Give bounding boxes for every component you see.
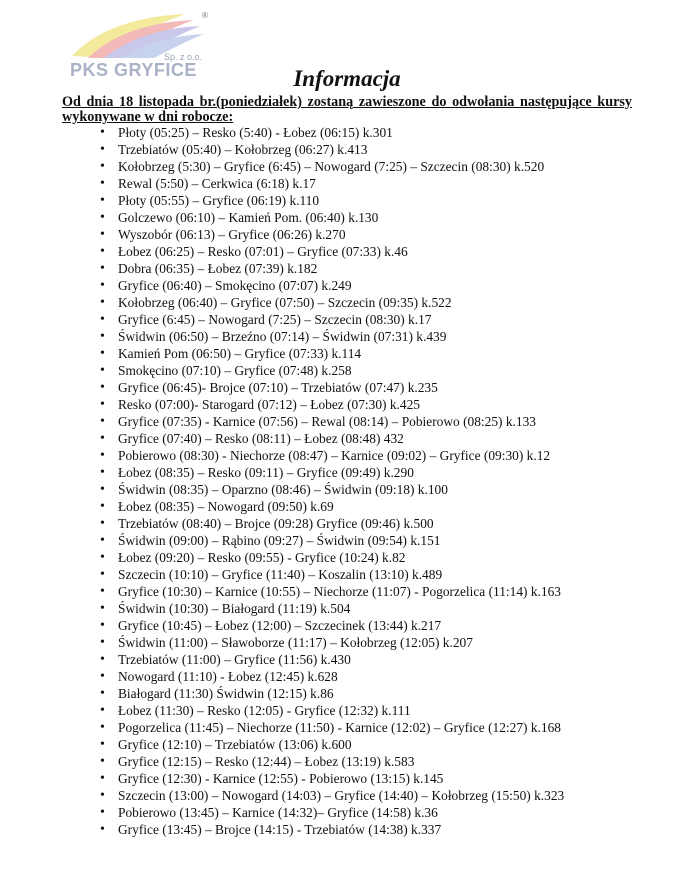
route-item: • Gryfice (12:30) - Karnice (12:55) - Pobierowo (13:15) k.145 [82, 770, 564, 787]
route-item: • Szczecin (10:10) – Gryfice (11:40) – Koszalin (13:10) k.489 [82, 566, 564, 583]
route-item: • Pobierowo (08:30) - Niechorze (08:47) – Karnice (09:02) – Gryfice (09:30) k.12 [82, 447, 564, 464]
route-item: • Gryfice (06:45)- Brojce (07:10) – Trzebiatów (07:47) k.235 [82, 379, 564, 396]
route-item: • Rewal (5:50) – Cerkwica (6:18) k.17 [82, 175, 564, 192]
route-item: • Białogard (11:30) Świdwin (12:15) k.86 [82, 685, 564, 702]
route-item: • Świdwin (08:35) – Oparzno (08:46) – Świdwin (09:18) k.100 [82, 481, 564, 498]
route-item: • Łobez (08:35) – Nowogard (09:50) k.69 [82, 498, 564, 515]
route-item: • Resko (07:00)- Starogard (07:12) – Łobez (07:30) k.425 [82, 396, 564, 413]
route-item: • Gryfice (06:40) – Smokęcino (07:07) k.249 [82, 277, 564, 294]
route-item: • Smokęcino (07:10) – Gryfice (07:48) k.258 [82, 362, 564, 379]
route-item: • Gryfice (12:10) – Trzebiatów (13:06) k.600 [82, 736, 564, 753]
route-list [82, 124, 564, 838]
registered-mark: ® [202, 11, 208, 20]
route-item: • Płoty (05:25) – Resko (5:40) - Łobez (06:15) k.301 [82, 124, 564, 141]
route-item: • Pobierowo (13:45) – Karnice (14:32)– Gryfice (14:58) k.36 [82, 804, 564, 821]
route-item: • Dobra (06:35) – Łobez (07:39) k.182 [82, 260, 564, 277]
route-item: • Golczewo (06:10) – Kamień Pom. (06:40) k.130 [82, 209, 564, 226]
route-item: • Łobez (11:30) – Resko (12:05) - Gryfice (12:32) k.111 [82, 702, 564, 719]
route-item: • Gryfice (13:45) – Brojce (14:15) - Trzebiatów (14:38) k.337 [82, 821, 564, 838]
route-item: • Łobez (09:20) – Resko (09:55) - Gryfice (10:24) k.82 [82, 549, 564, 566]
route-item: • Płoty (05:55) – Gryfice (06:19) k.110 [82, 192, 564, 209]
route-item: • Gryfice (07:40) – Resko (08:11) – Łobez (08:48) 432 [82, 430, 564, 447]
route-item: • Gryfice (6:45) – Nowogard (7:25) – Szczecin (08:30) k.17 [82, 311, 564, 328]
route-item: • Trzebiatów (11:00) – Gryfice (11:56) k.430 [82, 651, 564, 668]
route-item: • Wyszobór (06:13) – Gryfice (06:26) k.270 [82, 226, 564, 243]
route-item: • Gryfice (10:45) – Łobez (12:00) – Szczecinek (13:44) k.217 [82, 617, 564, 634]
route-item: • Szczecin (13:00) – Nowogard (14:03) – Gryfice (14:40) – Kołobrzeg (15:50) k.323 [82, 787, 564, 804]
route-item: • Gryfice (12:15) – Resko (12:44) – Łobez (13:19) k.583 [82, 753, 564, 770]
route-item: • Łobez (06:25) – Resko (07:01) – Gryfice (07:33) k.46 [82, 243, 564, 260]
route-item: • Świdwin (10:30) – Białogard (11:19) k.504 [82, 600, 564, 617]
route-item: • Kołobrzeg (06:40) – Gryfice (07:50) – Szczecin (09:35) k.522 [82, 294, 564, 311]
page-title: Informacja [293, 66, 401, 91]
route-item: • Pogorzelica (11:45) – Niechorze (11:50) - Karnice (12:02) – Gryfice (12:27) k.168 [82, 719, 564, 736]
route-item: • Świdwin (09:00) – Rąbino (09:27) – Świdwin (09:54) k.151 [82, 532, 564, 549]
intro-paragraph: Od dnia 18 listopada br.(poniedziałek) zostaną zawieszone do odwołania następujące kursy wykonywane w dni robocze: [62, 94, 632, 125]
route-item: • Świdwin (11:00) – Sławoborze (11:17) – Kołobrzeg (12:05) k.207 [82, 634, 564, 651]
route-item: • Kołobrzeg (5:30) – Gryfice (6:45) – Nowogard (7:25) – Szczecin (08:30) k.520 [82, 158, 564, 175]
route-item: • Gryfice (10:30) – Karnice (10:55) – Niechorze (11:07) - Pogorzelica (11:14) k.163 [82, 583, 564, 600]
route-item: • Trzebiatów (05:40) – Kołobrzeg (06:27) k.413 [82, 141, 564, 158]
route-item: • Gryfice (07:35) - Karnice (07:56) – Rewal (08:14) – Pobierowo (08:25) k.133 [82, 413, 564, 430]
route-item: • Trzebiatów (08:40) – Brojce (09:28) Gryfice (09:46) k.500 [82, 515, 564, 532]
route-item: • Nowogard (11:10) - Łobez (12:45) k.628 [82, 668, 564, 685]
route-item: • Łobez (08:35) – Resko (09:11) – Gryfice (09:49) k.290 [82, 464, 564, 481]
logo-company-suffix: Sp. z o.o. [164, 52, 203, 62]
route-item: • Kamień Pom (06:50) – Gryfice (07:33) k.114 [82, 345, 564, 362]
logo-company-name: PKS GRYFICE [70, 60, 197, 80]
route-item: • Świdwin (06:50) – Brzeźno (07:14) – Świdwin (07:31) k.439 [82, 328, 564, 345]
